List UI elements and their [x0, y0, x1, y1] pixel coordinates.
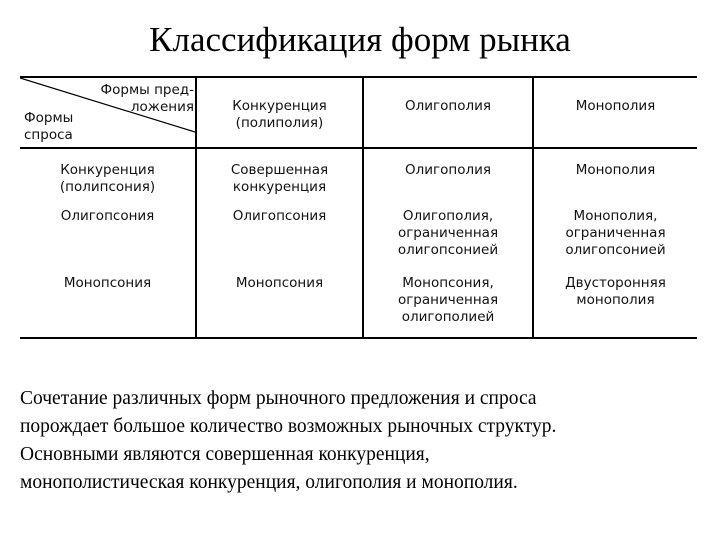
row-header-monopsony: [20, 275, 195, 292]
table-bottom-rule: [20, 337, 697, 339]
cell-line: Двусторонняя: [565, 275, 666, 291]
market-forms-table: [20, 76, 697, 339]
cell-line: Монополия,: [573, 208, 658, 224]
paragraph-line: монополистическая конкуренция, олигополия и монополия.: [20, 472, 518, 493]
table-cell: [197, 208, 362, 225]
table-cell: [534, 162, 697, 179]
table-cell: [364, 162, 532, 179]
col-header-competition: [197, 98, 362, 132]
cell-line: Монопсония,: [402, 275, 494, 291]
corner-demand-line: Формы: [24, 110, 74, 126]
cell-line: Олигопсония: [232, 208, 327, 224]
table-cell: [364, 275, 532, 326]
col-header-monopoly: [534, 98, 697, 115]
table-cell: [364, 208, 532, 259]
paragraph-line: Сочетание различных форм рыночного предложения и спроса: [20, 388, 537, 409]
table-cell: [197, 275, 362, 292]
paragraph-line: Основными являются совершенная конкуренция,: [20, 444, 430, 465]
col-header-line: Монополия: [575, 98, 656, 114]
description-paragraph: [20, 385, 710, 497]
cell-line: олигопсонией: [397, 242, 499, 258]
cell-line: Олигополия,: [402, 208, 494, 224]
cell-line: ограниченная: [397, 292, 499, 308]
col-header-oligopoly: [364, 98, 532, 115]
cell-line: ограниченная: [565, 225, 666, 241]
cell-line: Олигополия: [405, 162, 491, 178]
row-header-line: Монопсония: [63, 275, 152, 291]
corner-supply-line: Формы пред-: [100, 82, 194, 98]
row-header-line: Конкуренция: [60, 162, 155, 178]
cell-line: конкуренция: [232, 179, 327, 195]
cell-line: олигополией: [401, 309, 495, 325]
cell-line: ограниченная: [397, 225, 499, 241]
col-header-line: Олигополия: [405, 98, 491, 114]
row-header-line: Олигопсония: [60, 208, 155, 224]
row-header-line: (полипсония): [59, 179, 156, 195]
col-header-line: Конкуренция: [232, 98, 327, 114]
cell-line: монополия: [576, 292, 655, 308]
table-cell: [534, 208, 697, 259]
corner-label-demand: [24, 110, 73, 144]
table-cell: [197, 162, 362, 196]
table-cell: [534, 275, 697, 309]
cell-line: Совершенная: [230, 162, 329, 178]
row-header-oligopsony: [20, 208, 195, 225]
paragraph-line: порождает большое количество возможных рыночных структур.: [20, 416, 557, 437]
corner-label-supply: [82, 82, 194, 116]
corner-demand-line: спроса: [24, 127, 73, 143]
col-header-line: (полиполия): [235, 115, 324, 131]
row-header-competition: [20, 162, 195, 196]
page-title: Классификация форм рынка: [149, 20, 571, 59]
corner-supply-line: ложения: [130, 99, 194, 115]
cell-line: Монополия: [575, 162, 656, 178]
cell-line: Монопсония: [235, 275, 324, 291]
cell-line: олигопсонией: [565, 242, 666, 258]
